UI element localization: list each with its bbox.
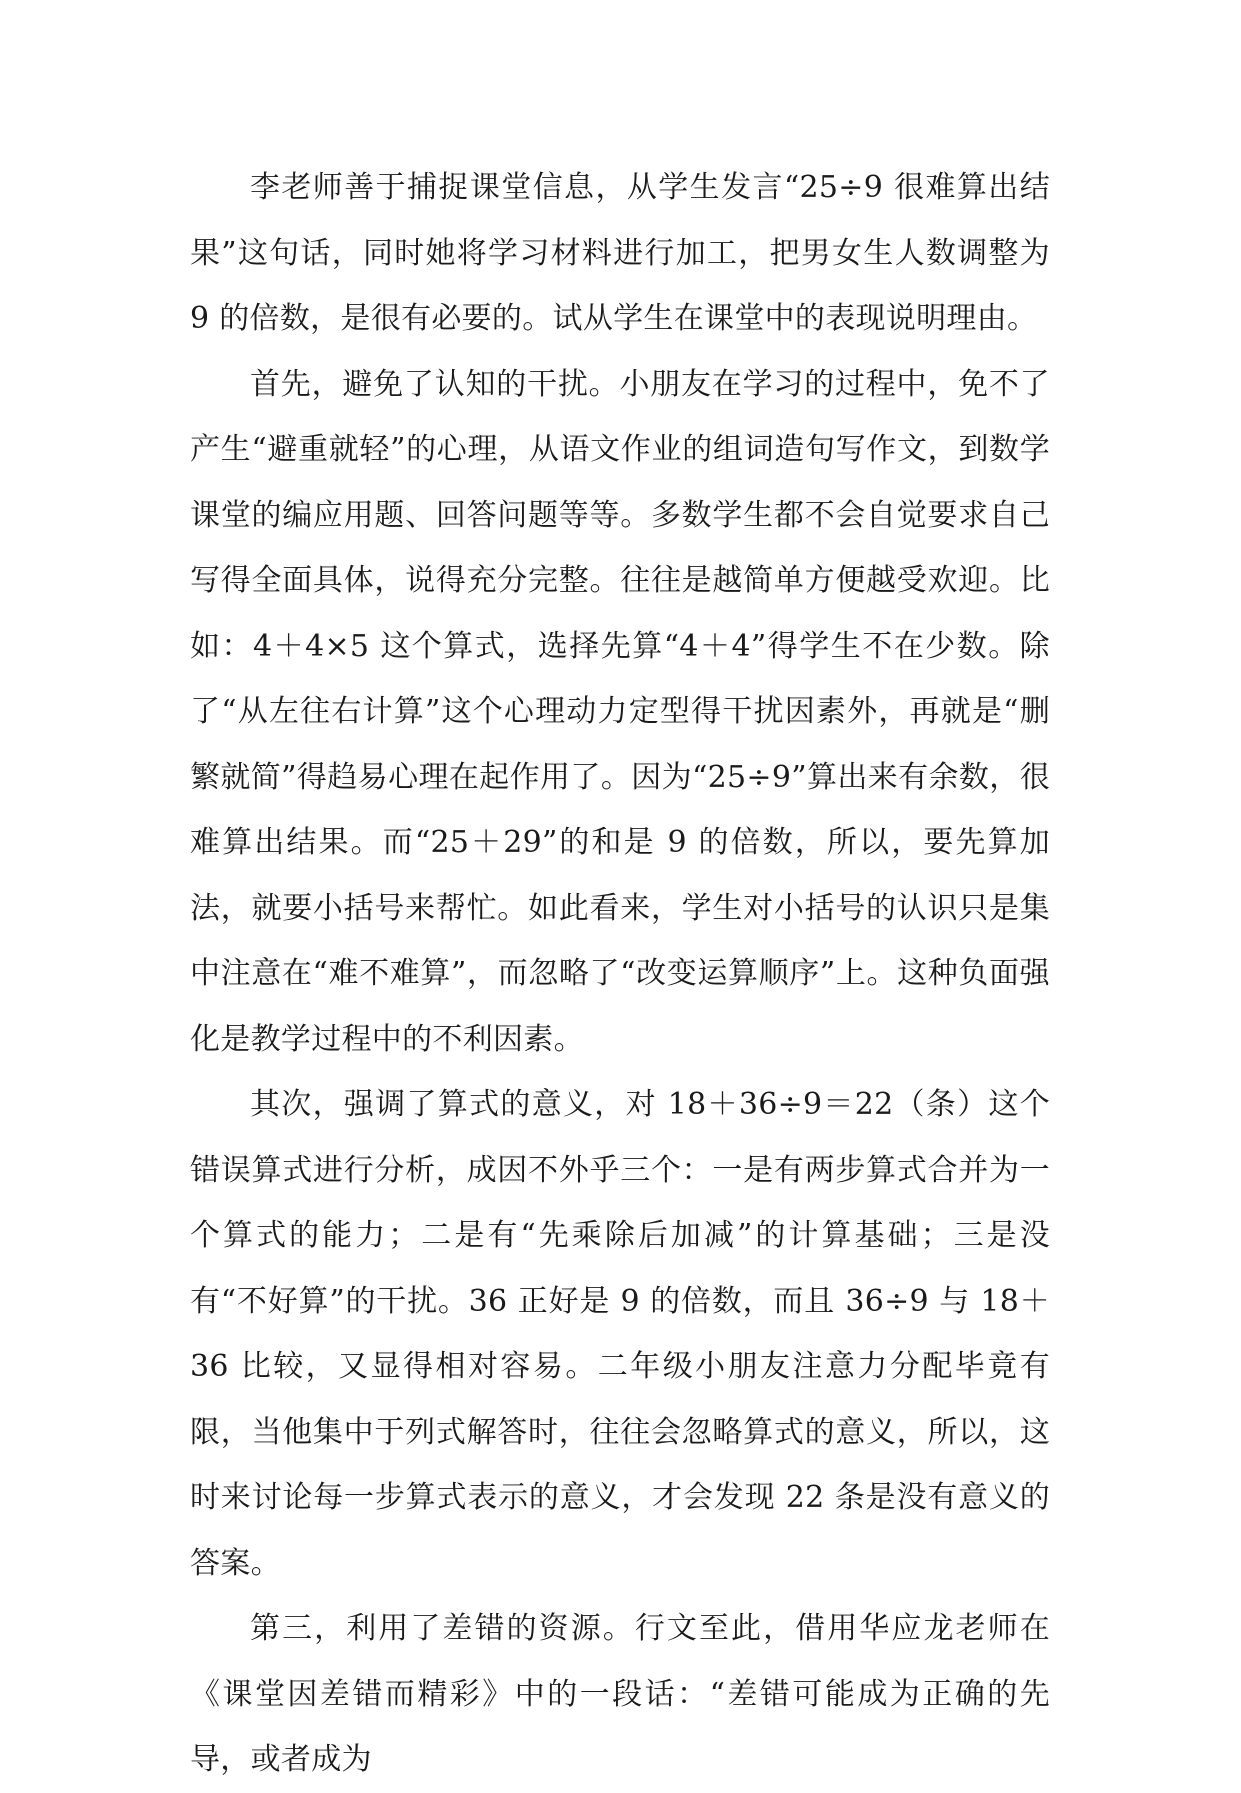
paragraph-3: 其次，强调了算式的意义，对 18＋36÷9＝22（条）这个错误算式进行分析，成因不外乎三个：一是有两步算式合并为一个算式的能力；二是有“先乘除后加减”的计算基础；三是没有“不好算”的干扰。36 正好是 9 的倍数，而且 36÷9 与 18＋36 比较，又显得相对容易。二年级小朋友注意力分配毕竟有限，当他集中于列式解答时，往往会忽略算式的意义，所以，这时来讨论每一步算式表示的意义，才会发现 22 条是没有意义的答案。 xyxy=(190,1087,1050,1581)
paragraph-2: 首先，避免了认知的干扰。小朋友在学习的过程中，免不了产生“避重就轻”的心理，从语文作业的组词造句写作文，到数学课堂的编应用题、回答问题等等。多数学生都不会自觉要求自己写得全面具体，说得充分完整。往往是越简单方便越受欢迎。比如：4＋4×5 这个算式，选择先算“4＋4”得学生不在少数。除了“从左往右计算”这个心理动力定型得干扰因素外，再就是“删繁就简”得趋易心理在起作用了。因为“25÷9”算出来有余数，很难算出结果。而“25＋29”的和是 9 的倍数，所以，要先算加法，就要小括号来帮忙。如此看来，学生对小括号的认识只是集中注意在“难不难算”，而忽略了“改变运算顺序”上。这种负面强化是教学过程中的不利因素。 xyxy=(190,366,1050,1057)
document-body xyxy=(190,155,1050,1793)
paragraph-4: 第三，利用了差错的资源。行文至此，借用华应龙老师在《课堂因差错而精彩》中的一段话：“差错可能成为正确的先导，或者成为 xyxy=(190,1611,1050,1777)
paragraph-1: 李老师善于捕捉课堂信息，从学生发言“25÷9 很难算出结果”这句话，同时她将学习材料进行加工，把男女生人数调整为 9 的倍数，是很有必要的。试从学生在课堂中的表现说明理由。 xyxy=(190,170,1050,336)
